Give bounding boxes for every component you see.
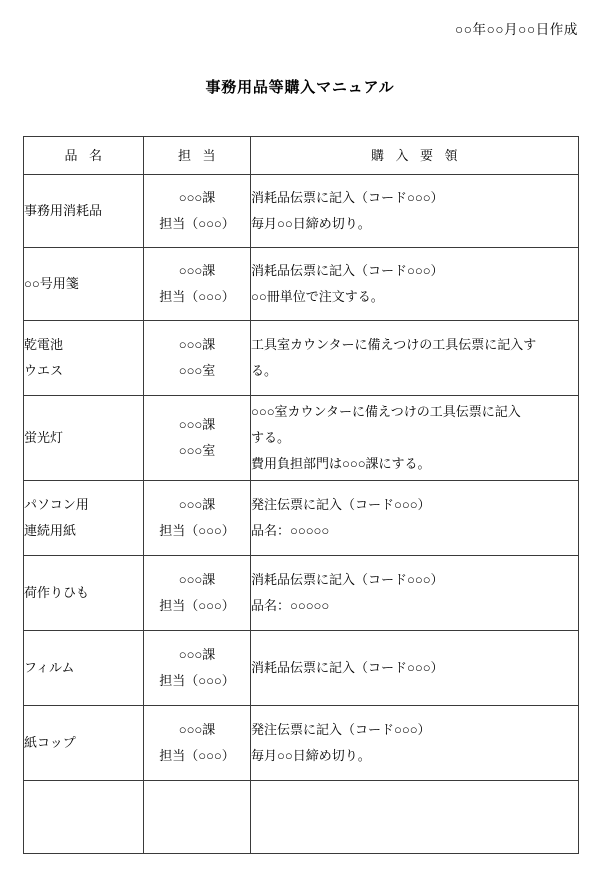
cell-procedure <box>251 631 579 706</box>
cell-item-name <box>24 706 144 781</box>
item-line: 荷作りひも <box>24 585 90 600</box>
procedure-line: 工具室カウンターに備えつけの工具伝票に記入す <box>251 337 537 352</box>
cell-item-name-lines <box>24 271 143 297</box>
cell-procedure <box>251 481 579 556</box>
item-line: 蛍光灯 <box>24 430 64 445</box>
cell-item-name <box>24 481 144 556</box>
cell-item-name-lines <box>24 730 143 756</box>
table-header-row <box>24 137 579 175</box>
owner-line: 担当（○○○） <box>159 673 235 688</box>
cell-procedure <box>251 175 579 248</box>
item-line: ○○号用箋 <box>24 276 79 291</box>
table-row <box>24 556 579 631</box>
cell-item-name <box>24 631 144 706</box>
cell-owner <box>144 631 251 706</box>
cell-item-name-lines <box>24 198 143 224</box>
procedure-line: 消耗品伝票に記入（コード○○○） <box>251 190 444 205</box>
owner-line: 担当（○○○） <box>159 216 235 231</box>
cell-procedure-lines <box>251 717 578 769</box>
item-line: 紙コップ <box>24 735 76 750</box>
column-header-owner <box>144 137 251 175</box>
owner-line: 担当（○○○） <box>159 289 235 304</box>
owner-line: ○○○課 <box>178 263 216 278</box>
header-glyph: 領 <box>444 148 459 163</box>
cell-owner-lines <box>144 717 250 769</box>
document-date: ○○年○○月○○日作成 <box>454 22 578 37</box>
cell-owner <box>144 396 251 481</box>
owner-line: ○○○課 <box>178 572 216 587</box>
cell-owner <box>144 556 251 631</box>
procedure-line: 費用負担部門は○○○課にする。 <box>251 456 431 471</box>
procedure-line: ○○○室カウンターに備えつけの工具伝票に記入 <box>251 404 521 419</box>
table-row <box>24 321 579 396</box>
cell-procedure <box>251 396 579 481</box>
manual-table-container <box>23 136 578 854</box>
item-line: ウエス <box>24 363 64 378</box>
procedure-line: 品名：○○○○○ <box>251 598 330 613</box>
cell-owner <box>144 248 251 321</box>
cell-item-name-lines <box>24 332 143 384</box>
cell-owner <box>144 706 251 781</box>
cell-item-name <box>24 781 144 854</box>
header-glyph: 担 <box>177 148 192 163</box>
owner-line: ○○○室 <box>178 443 216 458</box>
item-line: 連続用紙 <box>24 523 77 538</box>
cell-procedure-lines <box>251 258 578 310</box>
cell-procedure-lines <box>251 399 578 477</box>
table-row <box>24 706 579 781</box>
cell-procedure-lines <box>251 185 578 237</box>
item-line: パソコン用 <box>24 497 89 512</box>
cell-item-name <box>24 175 144 248</box>
table-head <box>24 137 579 175</box>
owner-line: 担当（○○○） <box>159 598 235 613</box>
cell-owner <box>144 781 251 854</box>
table-row-empty <box>24 781 579 854</box>
cell-procedure <box>251 321 579 396</box>
table-row <box>24 175 579 248</box>
owner-line: ○○○課 <box>178 417 216 432</box>
owner-line: 担当（○○○） <box>159 523 235 538</box>
owner-line: 担当（○○○） <box>159 748 235 763</box>
procedure-line: 消耗品伝票に記入（コード○○○） <box>251 572 444 587</box>
table-row <box>24 396 579 481</box>
cell-item-name-lines <box>24 425 143 451</box>
cell-procedure <box>251 706 579 781</box>
procedure-line: 品名：○○○○○ <box>251 523 330 538</box>
cell-owner-lines <box>144 642 250 694</box>
owner-line: ○○○室 <box>178 363 216 378</box>
procedure-line: る。 <box>251 363 278 378</box>
procedure-line: 発注伝票に記入（コード○○○） <box>251 497 431 512</box>
cell-owner-lines <box>144 185 250 237</box>
cell-procedure <box>251 556 579 631</box>
table-row <box>24 248 579 321</box>
owner-line: ○○○課 <box>178 337 216 352</box>
procedure-line: 毎月○○日締め切り。 <box>251 748 371 763</box>
procedure-line: 毎月○○日締め切り。 <box>251 216 371 231</box>
owner-line: ○○○課 <box>178 497 216 512</box>
cell-item-name-lines <box>24 492 143 544</box>
header-glyph: 当 <box>202 148 217 163</box>
cell-owner <box>144 321 251 396</box>
cell-item-name-lines <box>24 580 143 606</box>
procedure-line: ○○冊単位で注文する。 <box>251 289 384 304</box>
column-header-item <box>24 137 144 175</box>
item-line: 事務用消耗品 <box>24 203 103 218</box>
cell-procedure <box>251 248 579 321</box>
page-title: 事務用品等購入マニュアル <box>205 80 395 96</box>
header-glyph: 購 <box>370 148 385 163</box>
cell-owner <box>144 481 251 556</box>
procedure-line: 消耗品伝票に記入（コード○○○） <box>251 263 444 278</box>
header-glyph: 要 <box>420 148 434 163</box>
owner-line: ○○○課 <box>178 647 216 662</box>
owner-line: ○○○課 <box>178 190 216 205</box>
cell-owner-lines <box>144 567 250 619</box>
cell-item-name-lines <box>24 655 143 681</box>
cell-owner <box>144 175 251 248</box>
purchase-manual-table <box>23 136 579 854</box>
table-row <box>24 481 579 556</box>
cell-item-name <box>24 556 144 631</box>
cell-procedure-lines <box>251 332 578 384</box>
cell-procedure <box>251 781 579 854</box>
cell-item-name <box>24 321 144 396</box>
procedure-line: 消耗品伝票に記入（コード○○○） <box>251 660 444 675</box>
procedure-line: 発注伝票に記入（コード○○○） <box>251 722 431 737</box>
table-row <box>24 631 579 706</box>
owner-line: ○○○課 <box>178 722 216 737</box>
column-header-procedure <box>251 137 579 175</box>
item-line: フィルム <box>24 660 75 675</box>
header-glyph: 品 <box>64 148 78 163</box>
item-line: 乾電池 <box>24 337 64 352</box>
cell-owner-lines <box>144 412 250 464</box>
cell-procedure-lines <box>251 567 578 619</box>
table-body <box>24 175 579 854</box>
cell-procedure-lines <box>251 655 578 681</box>
header-glyph: 名 <box>89 148 103 163</box>
cell-owner-lines <box>144 332 250 384</box>
cell-procedure-lines <box>251 492 578 544</box>
cell-owner-lines <box>144 492 250 544</box>
procedure-line: する。 <box>251 430 291 445</box>
header-glyph: 入 <box>395 148 409 163</box>
cell-owner-lines <box>144 258 250 310</box>
cell-item-name <box>24 396 144 481</box>
cell-item-name <box>24 248 144 321</box>
